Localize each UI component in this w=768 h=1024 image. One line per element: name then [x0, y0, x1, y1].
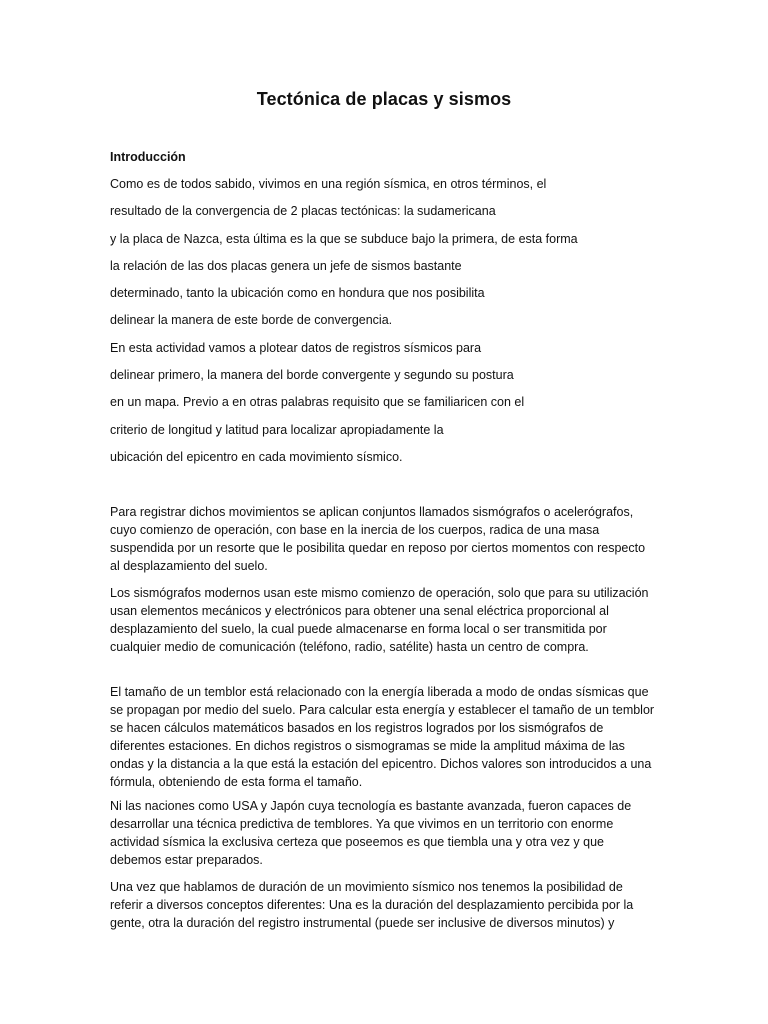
- paragraph: El tamaño de un temblor está relacionado con la energía liberada a modo de ondas sísmicas que se propagan por medio del suelo. Para calcular esta energía y establecer el tamaño de un temblor se hacen cálculos matemáticos basados en los registros logrados por los sismógrafos de diferentes estaciones. En dichos registros o sismogramas se mide la amplitud máxima de las ondas y la distancia a la que está la estación del epicentro. Dichos valores son introducidos a una fórmula, obteniendo de esta forma el tamaño.: [110, 685, 655, 789]
- intro-heading: Introducción: [110, 150, 186, 164]
- paragraph: Ni las naciones como USA y Japón cuya tecnología es bastante avanzada, fueron capaces de desarrollar una técnica predictiva de temblores. Ya que vivimos en un territorio con enorme actividad sísmica la exclusiva certeza que poseemos es que tiembla una y otra vez y que debemos estar preparados.: [110, 799, 632, 867]
- intro-line: En esta actividad vamos a plotear datos de registros sísmicos para: [110, 341, 482, 355]
- intro-line: delinear primero, la manera del borde convergente y segundo su postura: [110, 368, 514, 382]
- intro-line: en un mapa. Previo a en otras palabras requisito que se familiaricen con el: [110, 395, 525, 409]
- intro-line: y la placa de Nazca, esta última es la que se subduce bajo la primera, de esta forma: [110, 232, 578, 246]
- intro-line: resultado de la convergencia de 2 placas tectónicas: la sudamericana: [110, 204, 496, 218]
- intro-line: determinado, tanto la ubicación como en hondura que nos posibilita: [110, 286, 485, 300]
- intro-line: delinear la manera de este borde de convergencia.: [110, 313, 393, 327]
- intro-line: criterio de longitud y latitud para localizar apropiadamente la: [110, 423, 444, 437]
- paragraph: Para registrar dichos movimientos se aplican conjuntos llamados sismógrafos o acelerógrafos, cuyo comienzo de operación, con base en la inercia de los cuerpos, radica de una masa suspendida por un resorte que le posibilita quedar en reposo por ciertos momentos con respecto al desplazamiento del suelo.: [110, 505, 646, 573]
- document-title: Tectónica de placas y sismos: [256, 89, 512, 109]
- intro-line: la relación de las dos placas genera un jefe de sismos bastante: [110, 259, 462, 273]
- paragraph: Una vez que hablamos de duración de un movimiento sísmico nos tenemos la posibilidad de referir a diversos conceptos diferentes: Una es la duración del desplazamiento percibida por la gente, otra la duración del registro instrumental (puede ser inclusive de diversos minutos) y: [110, 880, 634, 930]
- paragraph: Los sismógrafos modernos usan este mismo comienzo de operación, solo que para su utilización usan elementos mecánicos y electrónicos para obtener una senal eléctrica proporcional al desplazamiento del suelo, la cual puede almacenarse en forma local o ser transmitida por cualquier medio de comunicación (teléfono, radio, satélite) hasta un centro de compra.: [110, 586, 649, 654]
- intro-line: ubicación del epicentro en cada movimiento sísmico.: [110, 450, 403, 464]
- intro-line: Como es de todos sabido, vivimos en una región sísmica, en otros términos, el: [110, 177, 547, 191]
